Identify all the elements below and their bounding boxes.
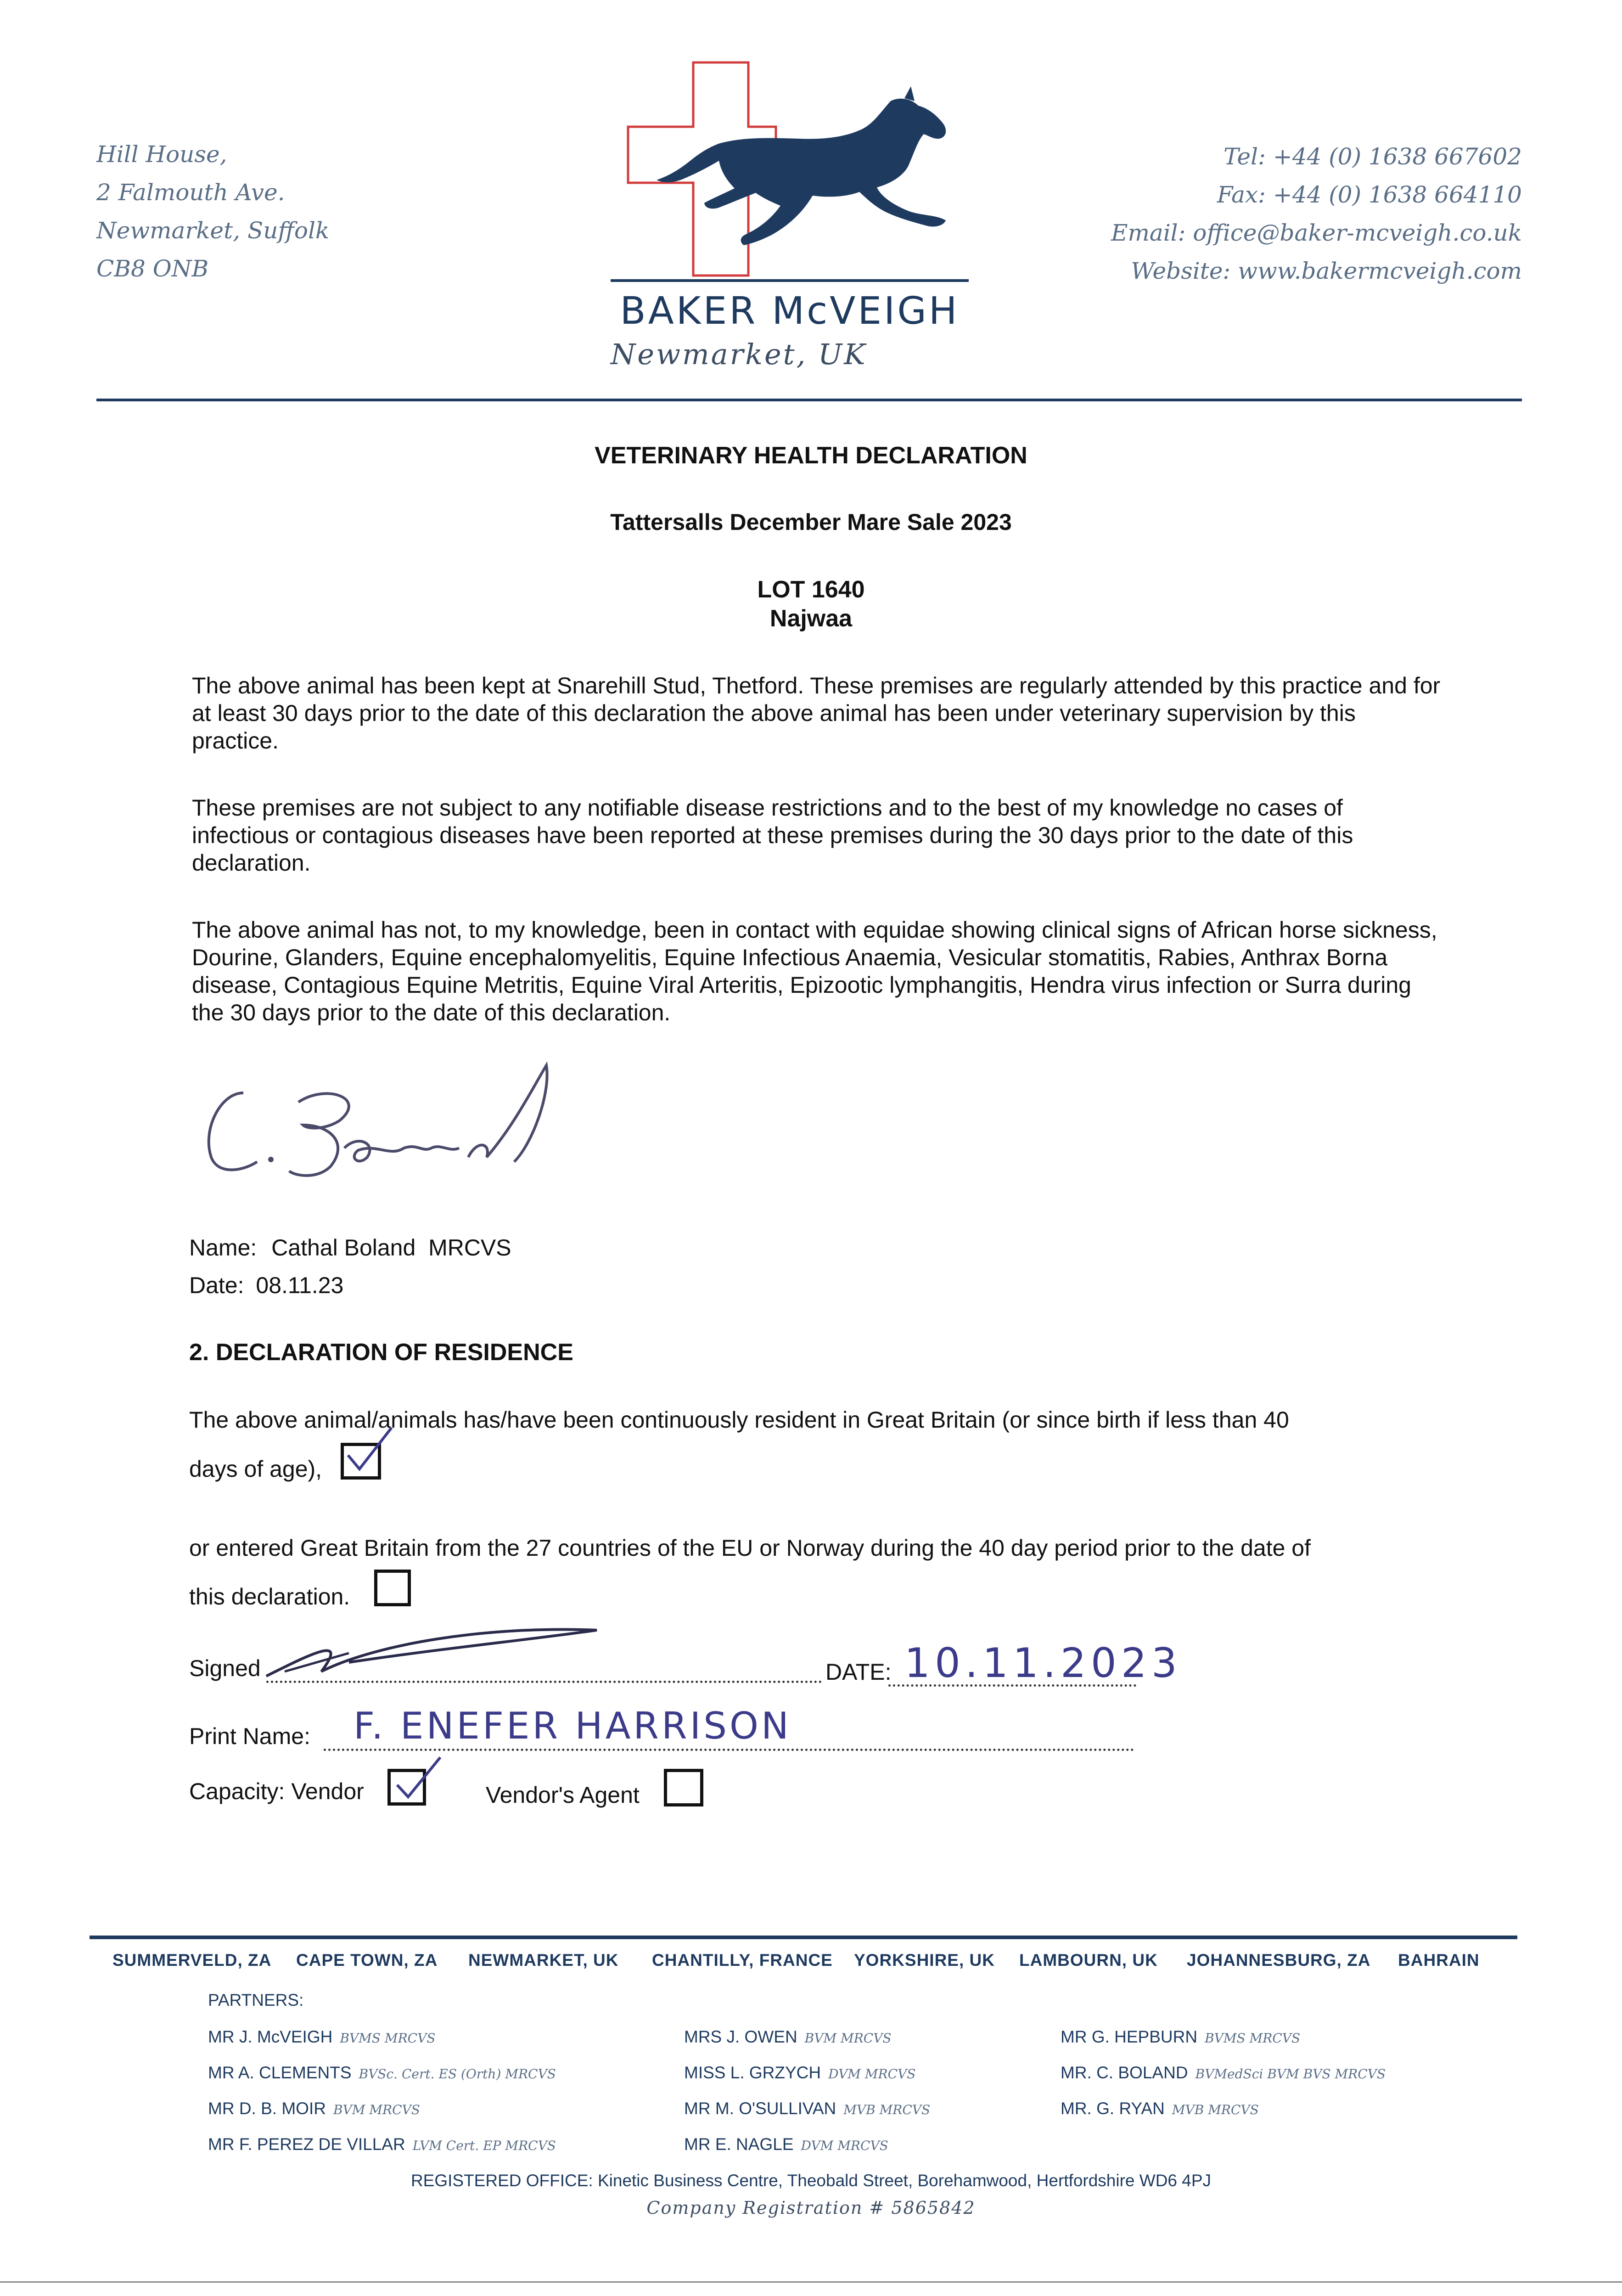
partner-entry — [684, 2020, 930, 2055]
city-item: CHANTILLY, FRANCE — [652, 1951, 833, 1970]
paragraph-contact: The above animal has not, to my knowledge, been in contact with equidae showing clinical signs of African horse sickness, Dourine, Glanders, Equine encephalomyelitis, Equine Infectious Anaemia, Vesicular stomatitis, Rabies, Anthrax Borna disease, Contagious Equine Metritis, Equine Viral Arteritis, Epizootic lymphangitis, Hendra virus infection or Surra during the 30 days prior to the date of this declaration. — [192, 917, 1437, 1025]
partners-label: PARTNERS: — [208, 1991, 304, 2009]
print-name-label: Print Name: — [189, 1723, 310, 1749]
city-item: SUMMERVELD, ZA — [112, 1951, 272, 1970]
partner-qualification: BVMS MRCVS — [340, 2031, 436, 2046]
partner-entry — [208, 2055, 556, 2091]
horse-name: Najwaa — [769, 605, 853, 632]
phone-text: Tel: +44 (0) 1638 667602 — [1224, 143, 1522, 170]
partner-qualification: BVM MRCVS — [804, 2031, 892, 2046]
partner-name: MR F. PEREZ DE VILLAR — [208, 2135, 405, 2154]
lot-number: LOT 1640 — [757, 576, 865, 603]
letterhead-address — [96, 135, 329, 288]
partner-qualification: BVSc. Cert. ES (Orth) MRCVS — [359, 2066, 556, 2082]
residence-line-3: or entered Great Britain from the 27 countries of the EU or Norway during the 40 day period prior to the date of — [189, 1535, 1311, 1561]
partner-name: MR. G. RYAN — [1061, 2099, 1165, 2118]
residence-line-4: this declaration. — [189, 1584, 350, 1609]
residence-line-1: The above animal/animals has/have been continuously resident in Great Britain (or since birth if less than 40 — [189, 1407, 1289, 1433]
city-item: JOHANNESBURG, ZA — [1187, 1951, 1371, 1970]
partner-name: MR E. NAGLE — [684, 2135, 794, 2154]
partner-qualification: DVM MRCVS — [801, 2138, 888, 2153]
date-signed-label: DATE: — [825, 1659, 892, 1685]
partner-entry — [208, 2127, 556, 2163]
address-line: Newmarket, Suffolk — [96, 217, 330, 244]
vet-name-row — [189, 1234, 511, 1261]
partners-column-2 — [684, 2020, 930, 2163]
signed-label: Signed — [189, 1655, 261, 1681]
partner-name: MR J. McVEIGH — [208, 2027, 333, 2046]
partner-qualification: BVMS MRCVS — [1205, 2031, 1301, 2046]
partners-column-3 — [1061, 2020, 1386, 2127]
partner-name: MR D. B. MOIR — [208, 2099, 326, 2118]
city-item: YORKSHIRE, UK — [854, 1951, 995, 1970]
partner-qualification: BVM MRCVS — [333, 2102, 420, 2117]
vet-name-value: Cathal Boland MRCVS — [271, 1235, 511, 1261]
partner-entry — [208, 2020, 556, 2055]
scan-edge — [0, 2281, 1622, 2283]
partner-name: MR G. HEPBURN — [1061, 2027, 1198, 2046]
fax-text: Fax: +44 (0) 1638 664110 — [1217, 181, 1522, 208]
email-text: Email: office@baker-mcveigh.co.uk — [1111, 219, 1522, 246]
letterhead-contact — [1111, 138, 1522, 290]
partner-name: MISS L. GRZYCH — [684, 2063, 821, 2082]
partner-entry — [1061, 2091, 1386, 2127]
partner-entry — [1061, 2055, 1386, 2091]
city-item: NEWMARKET, UK — [468, 1951, 619, 1970]
paragraph-supervision: The above animal has been kept at Snarehill Stud, Thetford. These premises are regularly attended by this practice and for at least 30 days prior to the date of this declaration the above animal has been under veterinary supervision by this practice. — [192, 673, 1441, 754]
print-name-value: F. ENEFER HARRISON — [354, 1705, 791, 1747]
brand-name: BAKER McVEIGH — [620, 289, 960, 333]
checkmark-icon — [389, 1752, 444, 1802]
partners-column-1 — [208, 2020, 556, 2163]
brand-location: Newmarket, UK — [611, 338, 867, 371]
partner-qualification: BVMedSci BVM BVS MRCVS — [1195, 2066, 1386, 2082]
horse-cross-logo-icon — [606, 60, 973, 298]
partner-entry — [1061, 2020, 1386, 2055]
signature-icon — [257, 1607, 606, 1690]
print-name-line[interactable] — [324, 1749, 1134, 1751]
header-divider — [96, 399, 1522, 401]
company-logo — [606, 60, 973, 298]
vet-date-value: 08.11.23 — [256, 1272, 344, 1298]
partner-name: MRS J. OWEN — [684, 2027, 797, 2046]
vet-signature — [193, 1056, 578, 1194]
registered-office: REGISTERED OFFICE: Kinetic Business Centre, Theobald Street, Borehamwood, Hertfordshire WD6 4PJ — [410, 2171, 1212, 2190]
signature-icon — [193, 1056, 578, 1194]
partner-qualification: DVM MRCVS — [828, 2066, 916, 2082]
residence-heading: 2. DECLARATION OF RESIDENCE — [189, 1339, 573, 1366]
footer-divider — [90, 1936, 1517, 1939]
residence-line-2: days of age), — [189, 1456, 322, 1482]
partner-qualification: MVB MRCVS — [1172, 2102, 1259, 2117]
vendors-agent-label: Vendor's Agent — [486, 1782, 640, 1808]
vendor-checkbox[interactable] — [387, 1769, 426, 1806]
address-line: Hill House, — [96, 141, 227, 168]
capacity-vendor-label: Capacity: Vendor — [189, 1778, 364, 1804]
checkmark-icon — [341, 1423, 396, 1474]
date-label: Date: — [189, 1272, 244, 1298]
vet-date-row — [189, 1272, 343, 1299]
partner-entry — [684, 2127, 930, 2163]
partner-entry — [684, 2055, 930, 2091]
resident-checkbox[interactable] — [341, 1443, 381, 1480]
vendors-agent-checkbox[interactable] — [664, 1769, 703, 1806]
website-text: Website: www.bakermcveigh.com — [1131, 258, 1522, 284]
company-registration: Company Registration # 5865842 — [646, 2198, 976, 2218]
name-label: Name: — [189, 1235, 257, 1261]
partner-name: MR. C. BOLAND — [1061, 2063, 1188, 2082]
partner-entry — [684, 2091, 930, 2127]
city-item: BAHRAIN — [1398, 1951, 1480, 1970]
sale-name: Tattersalls December Mare Sale 2023 — [610, 509, 1012, 535]
vendor-signature — [257, 1607, 606, 1690]
partner-entry — [208, 2091, 556, 2127]
partner-qualification: MVB MRCVS — [843, 2102, 931, 2117]
partner-name: MR M. O'SULLIVAN — [684, 2099, 836, 2118]
document-title: VETERINARY HEALTH DECLARATION — [595, 442, 1027, 469]
address-line: CB8 ONB — [96, 255, 209, 282]
city-item: CAPE TOWN, ZA — [296, 1951, 438, 1970]
partner-name: MR A. CLEMENTS — [208, 2063, 352, 2082]
eu-entry-checkbox[interactable] — [374, 1570, 411, 1606]
city-item: LAMBOURN, UK — [1019, 1951, 1158, 1970]
paragraph-premises: These premises are not subject to any notifiable disease restrictions and to the best of my knowledge no cases of infectious or contagious diseases have been reported at these premises during the 30 days prior to the date of this declaration. — [192, 795, 1353, 876]
date-signed-value: 10.11.2023 — [904, 1639, 1182, 1687]
partner-qualification: LVM Cert. EP MRCVS — [412, 2138, 556, 2153]
address-line: 2 Falmouth Ave. — [96, 179, 285, 206]
